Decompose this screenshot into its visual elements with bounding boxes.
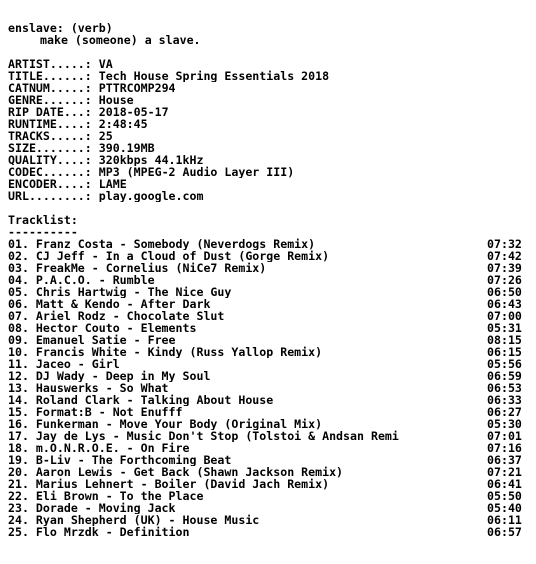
- info-row: [8, 190, 528, 202]
- info-value: House: [98, 94, 134, 106]
- track-duration: 06:53: [487, 382, 522, 394]
- info-key: SIZE.......:: [8, 142, 92, 154]
- track-duration: 06:37: [487, 454, 522, 466]
- info-key: TITLE......:: [8, 70, 92, 82]
- info-key: CODEC......:: [8, 166, 92, 178]
- info-row: [8, 130, 528, 142]
- track-title: 21. Marius Lehnert - Boiler (David Jach Remix): [8, 478, 330, 490]
- track-duration: 06:33: [487, 394, 522, 406]
- definition-term: enslave: (verb): [8, 22, 113, 34]
- track-title: 23. Dorade - Moving Jack: [8, 502, 176, 514]
- track-duration: 05:31: [487, 322, 522, 334]
- track-row: [8, 298, 528, 310]
- info-key: CATNUM.....:: [8, 82, 92, 94]
- track-duration: 06:27: [487, 406, 522, 418]
- track-title: 09. Emanuel Satie - Free: [8, 334, 176, 346]
- tracklist: [8, 238, 528, 538]
- info-key: QUALITY....:: [8, 154, 92, 166]
- info-row: [8, 178, 528, 190]
- track-duration: 07:32: [487, 238, 522, 250]
- track-row: [8, 262, 528, 274]
- track-row: [8, 466, 528, 478]
- spacer: [8, 46, 528, 58]
- track-title: 12. DJ Wady - Deep in My Soul: [8, 370, 211, 382]
- track-duration: 06:15: [487, 346, 522, 358]
- info-row: [8, 94, 528, 106]
- track-title: 25. Flo Mrzdk - Definition: [8, 526, 190, 538]
- track-title: 19. B-Liv - The Forthcoming Beat: [8, 454, 232, 466]
- track-row: [8, 274, 528, 286]
- info-row: [8, 106, 528, 118]
- track-duration: 07:42: [487, 250, 522, 262]
- track-title: 14. Roland Clark - Talking About House: [8, 394, 274, 406]
- track-title: 06. Matt & Kendo - After Dark: [8, 298, 211, 310]
- track-row: [8, 502, 528, 514]
- track-duration: 07:01: [487, 430, 522, 442]
- track-duration: 05:30: [487, 418, 522, 430]
- track-row: [8, 514, 528, 526]
- track-duration: 06:50: [487, 286, 522, 298]
- info-key: RIP DATE...:: [8, 106, 92, 118]
- info-row: [8, 118, 528, 130]
- track-title: 24. Ryan Shepherd (UK) - House Music: [8, 514, 260, 526]
- info-row: [8, 82, 528, 94]
- track-title: 20. Aaron Lewis - Get Back (Shawn Jackson Remix): [8, 466, 344, 478]
- info-key: TRACKS.....:: [8, 130, 92, 142]
- track-row: [8, 526, 528, 538]
- track-row: [8, 382, 528, 394]
- track-row: [8, 454, 528, 466]
- track-title: 08. Hector Couto - Elements: [8, 322, 197, 334]
- track-row: [8, 346, 528, 358]
- track-row: [8, 442, 528, 454]
- track-row: [8, 490, 528, 502]
- track-duration: 07:39: [487, 262, 522, 274]
- track-row: [8, 370, 528, 382]
- track-duration: 05:40: [487, 502, 522, 514]
- track-duration: 05:50: [487, 490, 522, 502]
- track-duration: 06:41: [487, 478, 522, 490]
- track-duration: 07:00: [487, 310, 522, 322]
- nfo-text-document: [8, 22, 528, 538]
- track-duration: 06:11: [487, 514, 522, 526]
- info-key: GENRE......:: [8, 94, 92, 106]
- track-row: [8, 430, 528, 442]
- info-value: VA: [98, 58, 113, 70]
- info-value: 2018-05-17: [98, 106, 169, 118]
- track-title: 10. Francis White - Kindy (Russ Yallop Remix): [8, 346, 323, 358]
- info-value: LAME: [98, 178, 127, 190]
- track-title: 01. Franz Costa - Somebody (Neverdogs Remix): [8, 238, 316, 250]
- tracklist-rule: ----------: [8, 226, 78, 238]
- info-value: play.google.com: [98, 190, 204, 202]
- track-row: [8, 250, 528, 262]
- definition-meaning: make (someone) a slave.: [40, 34, 201, 46]
- track-title: 03. FreakMe - Cornelius (NiCe7 Remix): [8, 262, 267, 274]
- info-value: Tech House Spring Essentials 2018: [98, 70, 330, 82]
- track-duration: 07:16: [487, 442, 522, 454]
- track-title: 16. Funkerman - Move Your Body (Original Mix): [8, 418, 323, 430]
- track-row: [8, 334, 528, 346]
- track-row: [8, 478, 528, 490]
- tracklist-heading: Tracklist:: [8, 214, 78, 226]
- track-title: 07. Ariel Rodz - Chocolate Slut: [8, 310, 225, 322]
- track-duration: 07:26: [487, 274, 522, 286]
- track-duration: 08:15: [487, 334, 522, 346]
- track-row: [8, 358, 528, 370]
- info-value: 2:48:45: [98, 118, 148, 130]
- track-title: 02. CJ Jeff - In a Cloud of Dust (Gorge Remix): [8, 250, 330, 262]
- track-row: [8, 310, 528, 322]
- track-row: [8, 418, 528, 430]
- track-title: 15. Format:B - Not Enufff: [8, 406, 183, 418]
- info-row: [8, 58, 528, 70]
- track-duration: 06:57: [487, 526, 522, 538]
- track-duration: 06:43: [487, 298, 522, 310]
- track-duration: 07:21: [487, 466, 522, 478]
- release-info: [8, 58, 528, 202]
- track-row: [8, 286, 528, 298]
- track-title: 04. P.A.C.O. - Rumble: [8, 274, 155, 286]
- info-value: 390.19MB: [98, 142, 155, 154]
- info-key: URL........:: [8, 190, 92, 202]
- info-row: [8, 154, 528, 166]
- info-row: [8, 166, 528, 178]
- info-row: [8, 142, 528, 154]
- info-value: PTTRCOMP294: [98, 82, 176, 94]
- track-title: 17. Jay de Lys - Music Don't Stop (Tolstoi & Andsan Remi: [8, 430, 399, 442]
- track-title: 18. m.O.N.R.O.E. - On Fire: [8, 442, 190, 454]
- track-title: 13. Hauswerks - So What: [8, 382, 169, 394]
- track-row: [8, 406, 528, 418]
- info-key: ENCODER....:: [8, 178, 92, 190]
- info-value: MP3 (MPEG-2 Audio Layer III): [98, 166, 295, 178]
- track-row: [8, 394, 528, 406]
- track-duration: 05:56: [487, 358, 522, 370]
- spacer: [8, 202, 528, 214]
- info-value: 25: [98, 130, 113, 142]
- track-row: [8, 238, 528, 250]
- track-title: 05. Chris Hartwig - The Nice Guy: [8, 286, 232, 298]
- info-key: ARTIST.....:: [8, 58, 92, 70]
- info-value: 320kbps 44.1kHz: [98, 154, 204, 166]
- info-row: [8, 70, 528, 82]
- track-row: [8, 322, 528, 334]
- track-title: 22. Eli Brown - To the Place: [8, 490, 204, 502]
- info-key: RUNTIME....:: [8, 118, 92, 130]
- track-title: 11. Jaceo - Girl: [8, 358, 120, 370]
- track-duration: 06:59: [487, 370, 522, 382]
